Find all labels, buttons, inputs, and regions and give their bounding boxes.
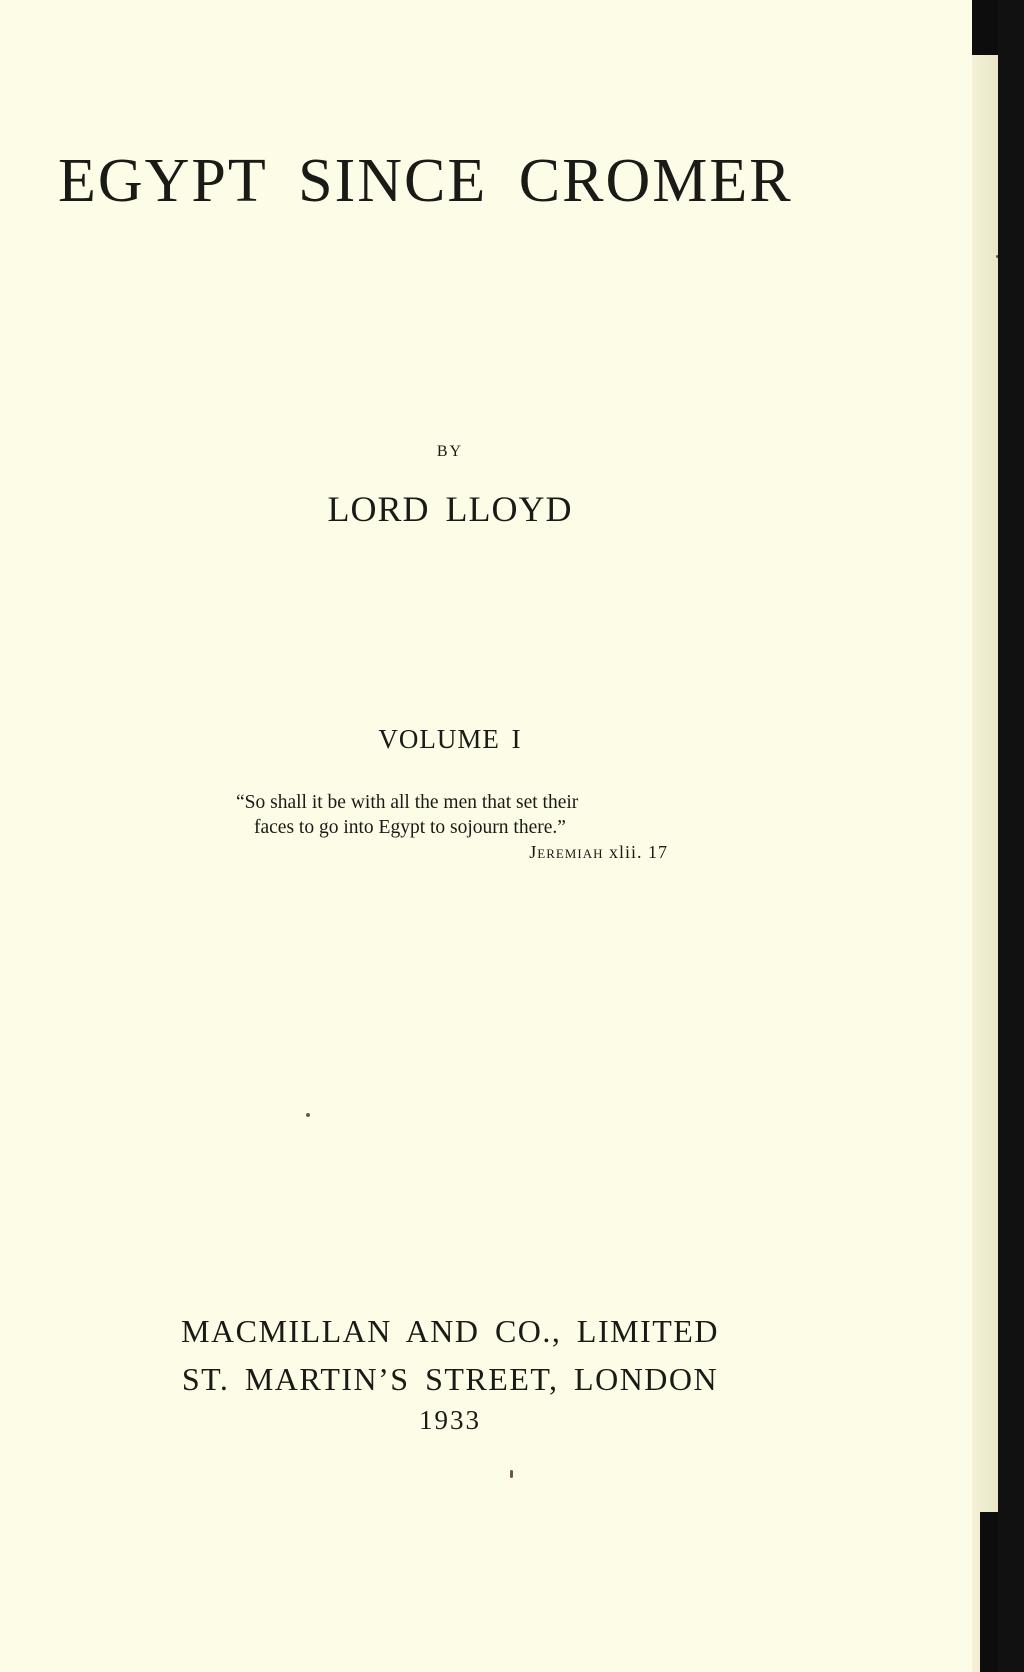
- publisher-address: ST. MARTIN’S STREET, LONDON: [181, 1361, 719, 1397]
- epigraph: [230, 790, 670, 865]
- scan-border-top: [972, 0, 998, 55]
- citation-book: Jeremiah: [529, 842, 604, 862]
- byline: BY: [436, 443, 464, 460]
- publisher-name: MACMILLAN AND CO., LIMITED: [181, 1313, 719, 1349]
- epigraph-citation: [230, 840, 670, 865]
- author-name: LORD LLOYD: [327, 489, 573, 529]
- epigraph-line-1: “So shall it be with all the men that set their: [236, 792, 579, 813]
- paper-speck: [996, 255, 998, 258]
- volume-label: VOLUME I: [378, 724, 522, 754]
- paper-speck: [510, 1470, 513, 1478]
- publication-year: 1933: [419, 1405, 481, 1435]
- publisher-imprint: [0, 1307, 900, 1403]
- citation-reference: xlii. 17: [608, 842, 668, 862]
- paper-speck: [306, 1113, 310, 1117]
- scan-border-bottom: [980, 1512, 998, 1672]
- book-title: EGYPT SINCE CROMER: [58, 147, 793, 215]
- epigraph-line-2: faces to go into Egypt to sojourn there.”: [254, 817, 566, 838]
- page-edge-shadow: [972, 0, 998, 1672]
